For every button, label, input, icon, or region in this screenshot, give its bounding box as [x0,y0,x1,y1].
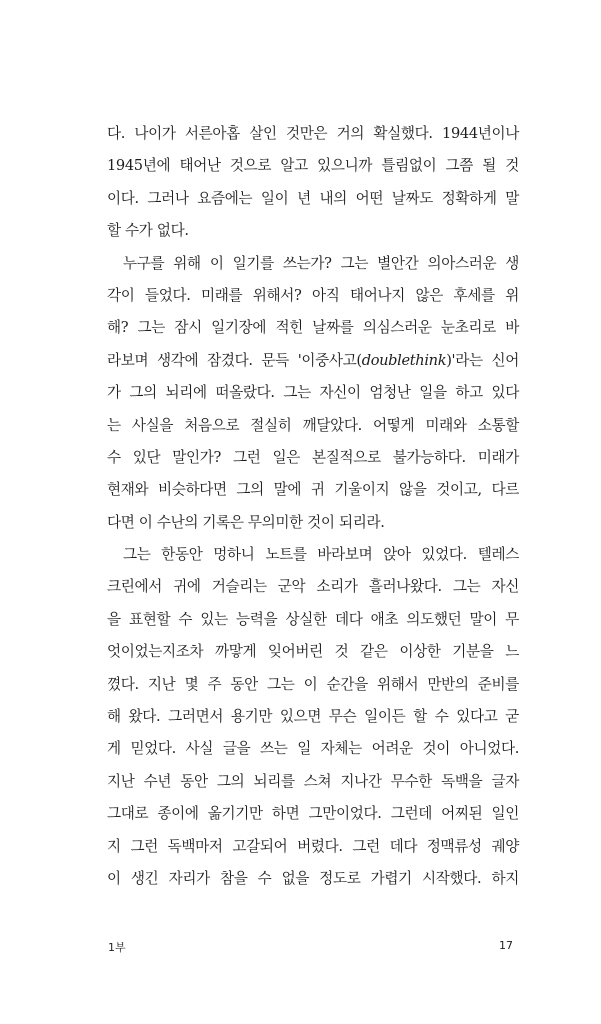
text-line: 지 그런 독백마저 고갈되어 버렸다. 그런 데다 정맥류성 궤양 [107,837,519,855]
text-line: 수 있단 말인가? 그런 일은 본질적으로 불가능하다. 미래가 [107,448,519,466]
text-line: 이 생긴 자리가 참을 수 없을 정도로 가렵기 시작했다. 하지 [107,869,519,887]
text-line: 을 표현할 수 있는 능력을 상실한 데다 애초 의도했던 말이 무 [107,610,519,628]
text-line: 다면 이 수난의 기록은 무의미한 것이 되리라. [107,513,385,531]
text-line: 게 믿었다. 사실 글을 쓰는 일 자체는 어려운 것이 아니었다. [107,740,519,758]
text-line: 그는 한동안 멍하니 노트를 바라보며 앉아 있었다. 텔레스 [123,546,519,564]
text-line: 해? 그는 잠시 일기장에 적힌 날짜를 의심스러운 눈초리로 바 [107,319,519,337]
text-line: 는 사실을 처음으로 절실히 깨달았다. 어떻게 미래와 소통할 [107,416,519,434]
text-line: 누구를 위해 이 일기를 쓰는가? 그는 별안간 의아스러운 생 [123,254,519,272]
italic-term: doublethink [361,351,447,369]
text-line: 엇이었는지조차 까맣게 잊어버린 것 같은 이상한 기분을 느 [107,643,519,661]
text-line: 가 그의 뇌리에 떠올랐다. 그는 자신이 엄청난 일을 하고 있다 [107,384,519,402]
text-line: 할 수가 없다. [107,222,189,240]
text-line: 해 왔다. 그러면서 용기만 있으면 무슨 일이든 할 수 있다고 굳 [107,708,519,726]
text-line: 현재와 비슷하다면 그의 말에 귀 기울이지 않을 것이고, 다르 [107,481,519,499]
text-line: 이다. 그러나 요즘에는 일이 년 내의 어떤 날짜도 정확하게 말 [107,189,519,207]
text-line: 크린에서 귀에 거슬리는 군악 소리가 흘러나왔다. 그는 자신 [107,578,519,596]
section-label: 1부 [108,941,126,954]
text-line: 1945년에 태어난 것으로 알고 있으니까 틀림없이 그쯤 될 것 [107,157,519,175]
text-line: 다. 나이가 서른아홉 살인 것만은 거의 확실했다. 1944년이나 [107,125,519,142]
page-number: 17 [499,939,513,952]
text-line: 라보며 생각에 잠겼다. 문득 '이중사고(doublethink)'라는 신어 [107,351,519,369]
text-line: 그대로 종이에 옮기기만 하면 그만이었다. 그런데 어찌된 일인 [107,805,519,823]
body-text [107,118,519,895]
text-line: 각이 들었다. 미래를 위해서? 아직 태어나지 않은 후세를 위 [107,286,519,304]
text-line: 꼈다. 지난 몇 주 동안 그는 이 순간을 위해서 만반의 준비를 [107,675,519,693]
text-line: 지난 수년 동안 그의 뇌리를 스쳐 지나간 무수한 독백을 글자 [107,772,519,790]
